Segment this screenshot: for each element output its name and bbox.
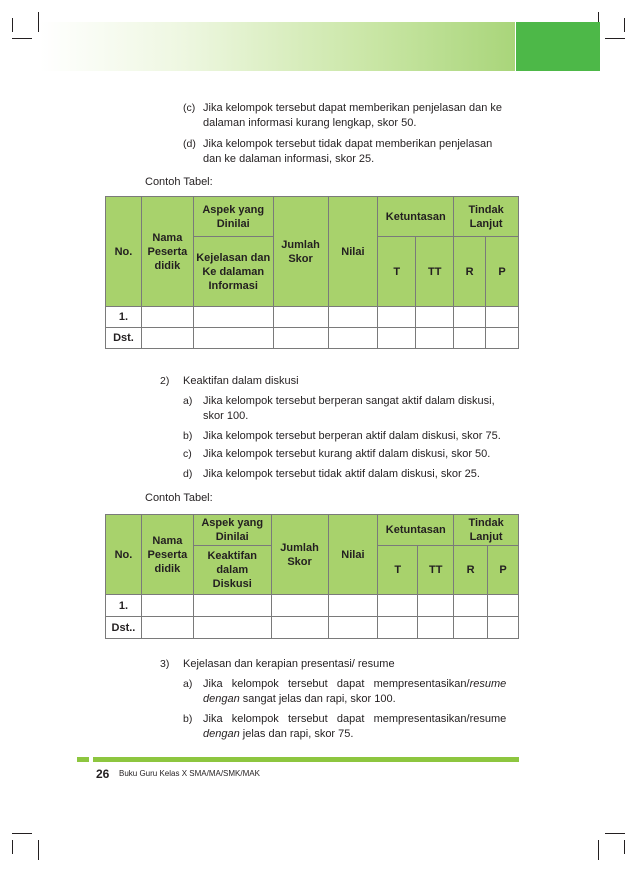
- header-no: No.: [106, 515, 142, 595]
- header-aspek: Aspek yang Dinilai: [193, 515, 271, 546]
- item-label: b): [183, 430, 193, 442]
- header-tindak-lanjut: Tindak Lanjut: [454, 197, 519, 237]
- item-label: (d): [183, 138, 196, 150]
- header-subaspek: Kejelasan dan Ke dalaman Informasi: [193, 237, 273, 307]
- header-tt: TT: [418, 546, 454, 595]
- item-text: dengan sangat jelas dan rapi, skor 100.: [203, 693, 396, 705]
- page-number: 26: [96, 767, 110, 781]
- book-title: Buku Guru Kelas X SMA/MA/SMK/MAK: [119, 769, 260, 778]
- item-text: Jika kelompok tersebut tidak aktif dalam diskusi, skor 25.: [203, 468, 480, 480]
- item-text: Jika kelompok tersebut tidak dapat memberikan penjelasan: [203, 138, 493, 150]
- header-aspek: Aspek yang Dinilai: [193, 197, 273, 237]
- header-nama: Nama Peserta didik: [141, 515, 193, 595]
- assessment-table-1: [105, 196, 519, 349]
- item-text: Jika kelompok tersebut kurang aktif dalam diskusi, skor 50.: [203, 448, 491, 460]
- header-jumlah: Jumlah Skor: [273, 197, 328, 307]
- footer-bar: [93, 757, 519, 762]
- item-text: dalaman informasi kurang lengkap, skor 50.: [203, 117, 417, 129]
- item-text: dengan jelas dan rapi, skor 75.: [203, 728, 354, 740]
- header-t: T: [378, 546, 418, 595]
- assessment-table-2: [105, 514, 519, 639]
- row-number: 1.: [106, 307, 142, 328]
- item-label: a): [183, 678, 193, 690]
- header-subaspek: Keaktifan dalam Diskusi: [193, 546, 271, 595]
- header-jumlah: Jumlah Skor: [271, 515, 328, 595]
- item-text: Jika kelompok tersebut dapat mempresentasikan/resume: [203, 678, 507, 690]
- header-r: R: [454, 546, 488, 595]
- header-nilai: Nilai: [328, 515, 378, 595]
- header-tindak-lanjut: Tindak Lanjut: [454, 515, 519, 546]
- table-caption: Contoh Tabel:: [145, 176, 213, 188]
- row-number: Dst.: [106, 328, 142, 349]
- header-no: No.: [106, 197, 142, 307]
- item-text: skor 100.: [203, 410, 249, 422]
- table-row: [106, 307, 519, 328]
- item-label: d): [183, 468, 193, 480]
- row-number: Dst..: [106, 617, 142, 639]
- header-ketuntasan: Ketuntasan: [378, 197, 454, 237]
- item-text: Jika kelompok tersebut berperan aktif dalam diskusi, skor 75.: [203, 430, 501, 442]
- header-t: T: [378, 237, 416, 307]
- section-number: 2): [160, 375, 170, 387]
- item-text: Jika kelompok tersebut berperan sangat aktif dalam diskusi,: [203, 395, 495, 407]
- table-row: [106, 595, 519, 617]
- item-label: b): [183, 713, 193, 725]
- footer-accent-block: [77, 757, 89, 762]
- item-text: Jika kelompok tersebut dapat mempresentasikan/resume: [203, 713, 507, 725]
- item-text: Jika kelompok tersebut dapat memberikan penjelasan dan ke: [203, 102, 503, 114]
- section-number: 3): [160, 658, 170, 670]
- header-gradient-bar: [40, 22, 515, 71]
- table-row: [106, 617, 519, 639]
- item-label: c): [183, 448, 192, 460]
- header-tt: TT: [416, 237, 454, 307]
- item-label: (c): [183, 102, 196, 114]
- table-row: [106, 328, 519, 349]
- header-r: R: [454, 237, 486, 307]
- header-p: P: [488, 546, 519, 595]
- item-text: dan ke dalaman informasi, skor 25.: [203, 153, 375, 165]
- header-ketuntasan: Ketuntasan: [378, 515, 454, 546]
- header-green-block: [516, 22, 600, 71]
- table-caption: Contoh Tabel:: [145, 492, 213, 504]
- header-nama: Nama Peserta didik: [141, 197, 193, 307]
- section-title: Kejelasan dan kerapian presentasi/ resume: [183, 658, 395, 670]
- header-p: P: [486, 237, 519, 307]
- header-nilai: Nilai: [328, 197, 378, 307]
- section-title: Keaktifan dalam diskusi: [183, 375, 299, 387]
- item-label: a): [183, 395, 193, 407]
- row-number: 1.: [106, 595, 142, 617]
